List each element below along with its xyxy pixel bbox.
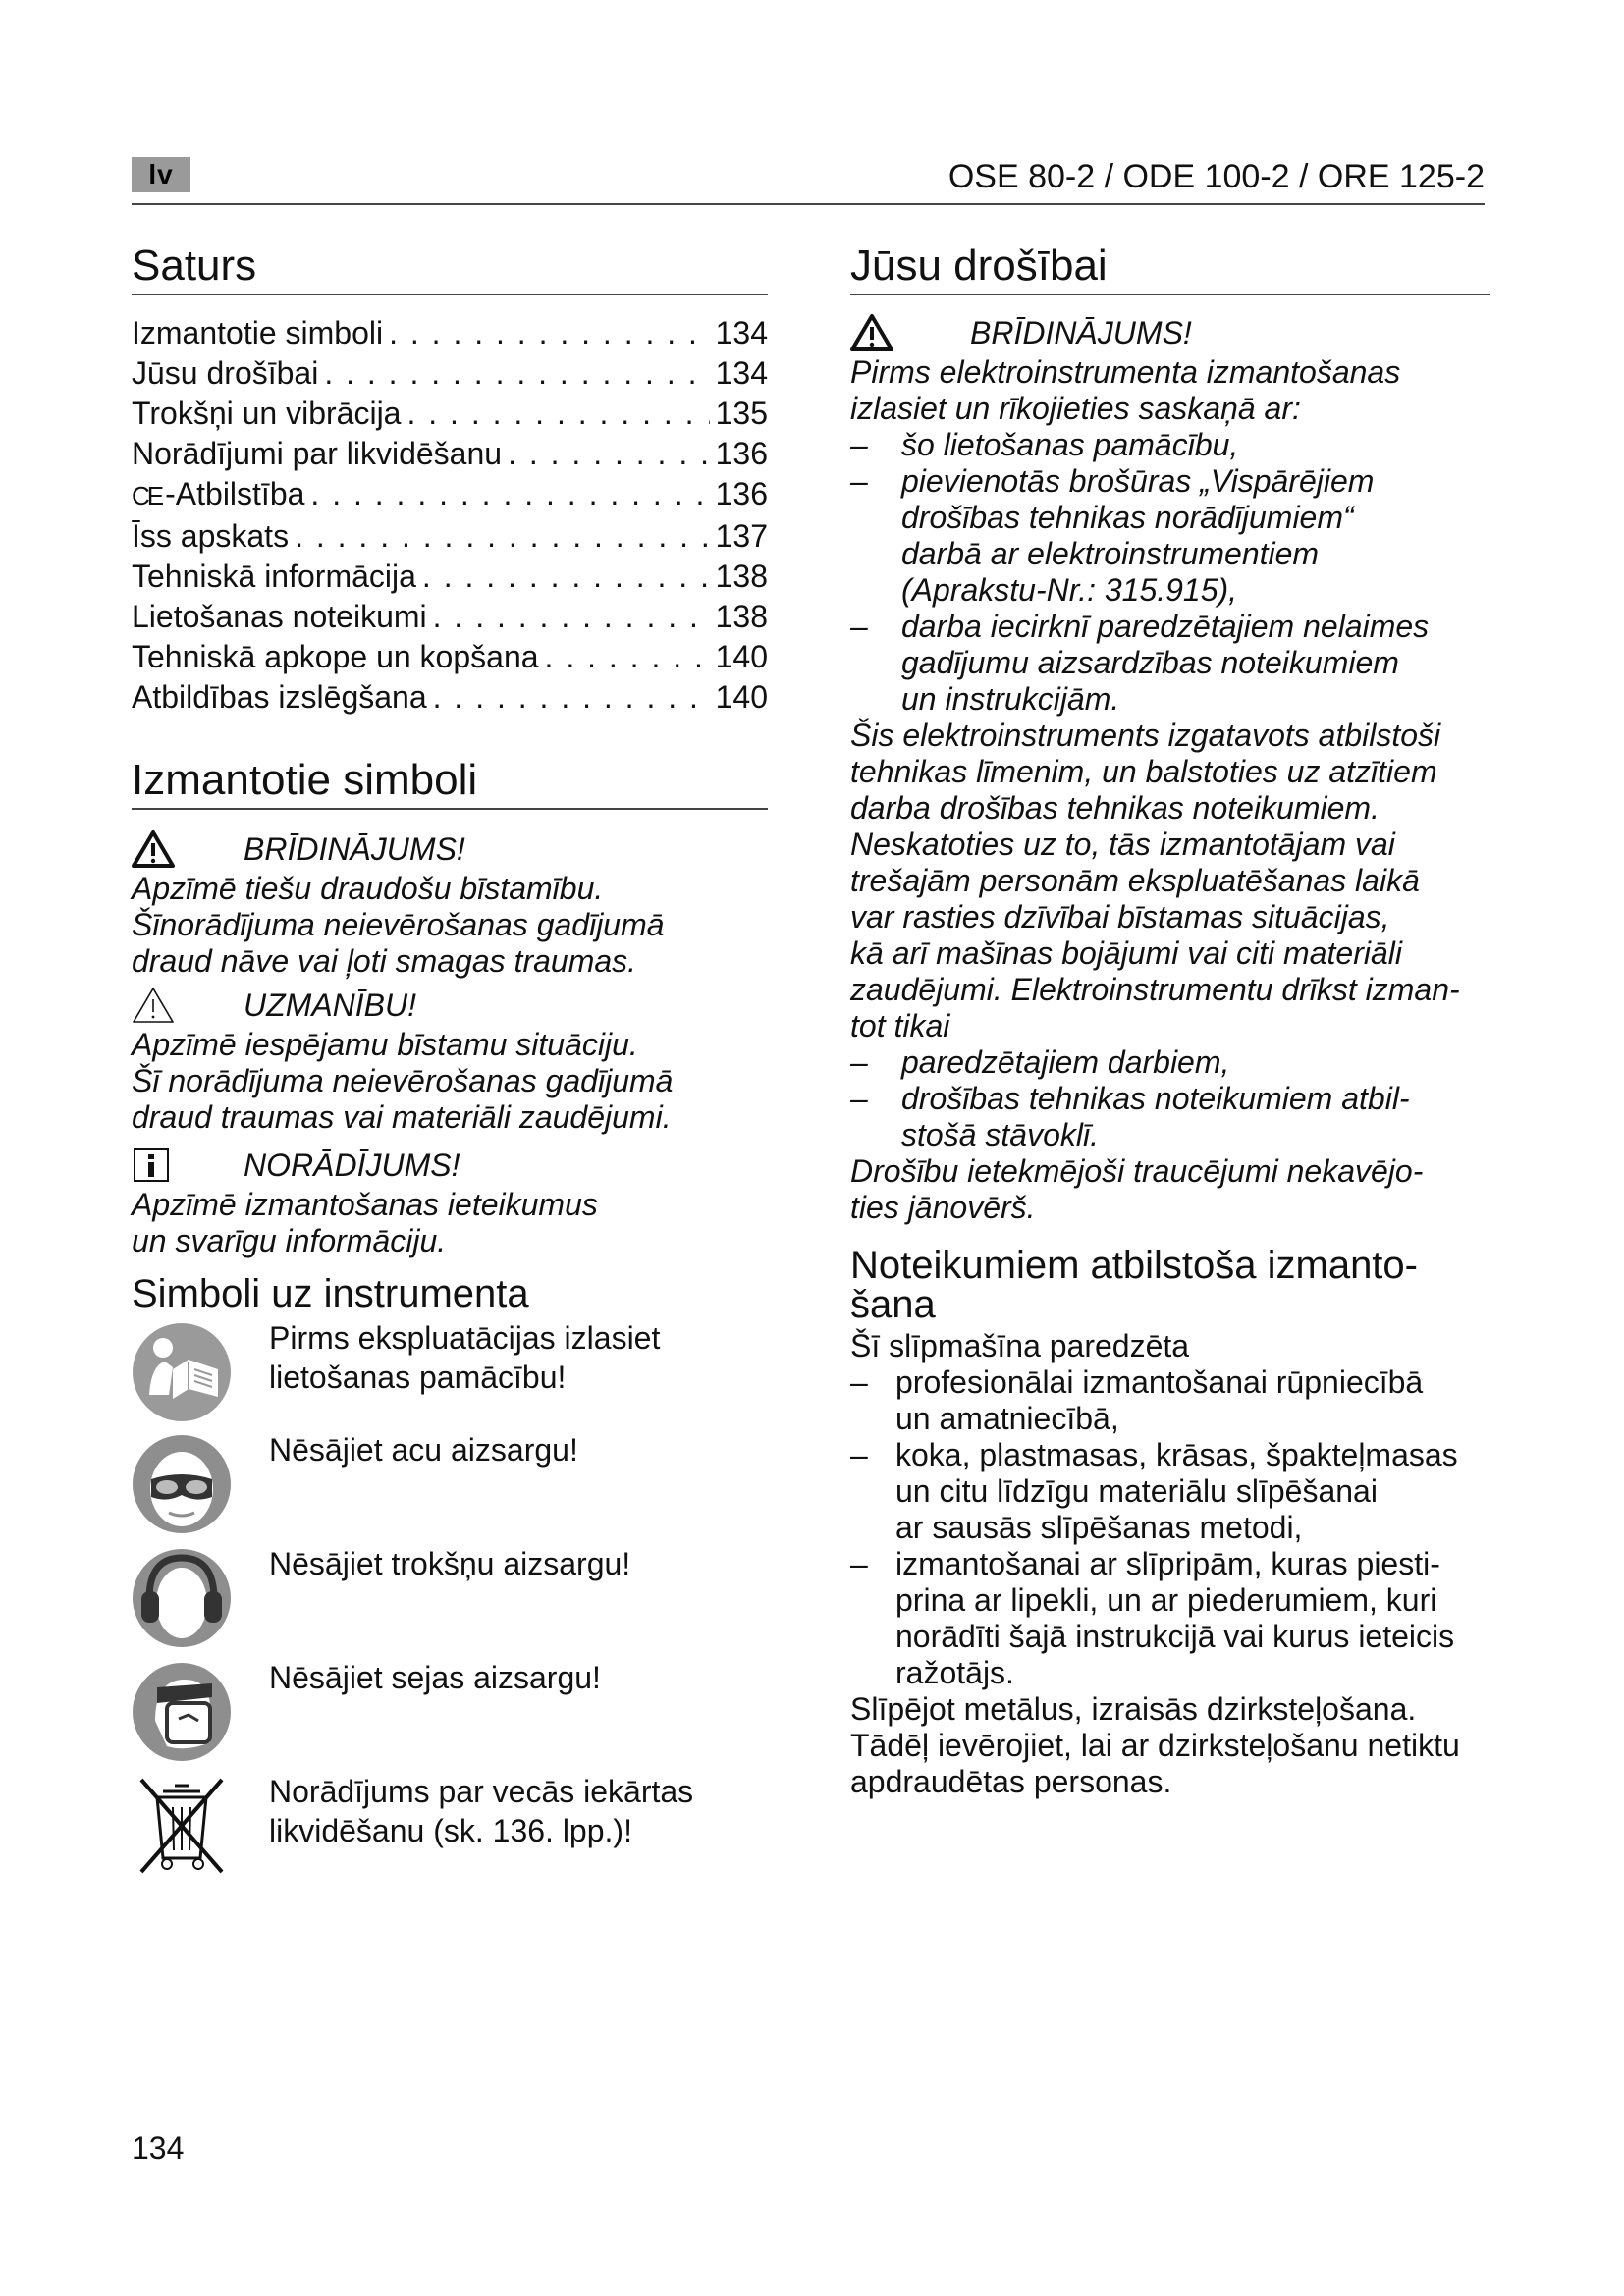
toc-item-page: 138 [715,599,768,634]
toc-leader-dots [433,597,710,637]
notice-title: UZMANĪBU! [244,988,416,1023]
caution-triangle-icon [132,986,190,1025]
list-item [850,1546,1490,1691]
notice-line: draud traumas vai materiāli zaudējumi. [132,1099,672,1135]
instrument-symbol-text [269,1430,578,1538]
list-line: prina ar lipekli, un ar piederumiem, kuri [895,1582,1437,1618]
toc-item-page: 140 [715,639,768,674]
left-column [132,240,768,1880]
notice-line: draud nāve vai ļoti smagas traumas. [132,943,637,979]
intended-use-body [850,1328,1490,1800]
safety-line: Neskatoties uz to, tās izmantotājam vai [850,827,1395,862]
safety-line: var rasties dzīvībai bīstamas situācijas, [850,899,1390,934]
intended-use-line: Šī slīpmašīna paredzēta [850,1328,1190,1363]
intended-use-heading [850,1246,1490,1324]
list-line: – paredzētajiem darbiem, [901,1044,1230,1080]
toc-leader-dots [295,516,710,557]
list-line: norādīti šajā instrukcijā vai kurus ieteicis [895,1619,1455,1654]
warning-triangle-icon [850,313,909,352]
notice-body [132,871,768,980]
toc-item[interactable] [132,474,768,516]
toc-item-page: 135 [715,396,768,431]
list-item [850,1081,1490,1153]
toc-item[interactable] [132,353,768,394]
notice-line: Apzīmē iespējamu bīstamu situāciju. [132,1027,638,1062]
toc-item-label: Jūsu drošībai [132,355,319,391]
intended-use-heading-line: šana [850,1283,936,1326]
notice-warning [132,828,768,980]
instrument-symbol-item [132,1658,768,1766]
toc-item-label-ce [132,474,304,516]
toc-item-page: 140 [715,679,768,715]
notice-line: Šīnorādījuma neievērošanas gadījumā [132,907,665,942]
toc-leader-dots [406,394,709,434]
info-icon [132,1146,190,1185]
toc-item-page: 138 [715,559,768,594]
crossed-bin-icon [128,1772,236,1880]
notice-line: un svarīgu informāciju. [132,1223,447,1258]
read-manual-icon [128,1318,236,1426]
toc-item[interactable] [132,637,768,677]
toc-item-label: Tehniskā informācija [132,559,416,594]
header-divider [132,203,1485,205]
notice-line: Apzīmē tiešu draudošu bīstamību. [132,871,604,906]
safety-line: ties jānovērš. [850,1190,1036,1225]
notice-title: BRĪDINĀJUMS! [970,315,1192,350]
safety-line: zaudējumi. Elektroinstrumentu drīkst izman- [850,972,1460,1007]
ear-protection-icon [128,1544,236,1652]
toc-item-label: Trokšņi un vibrācija [132,396,402,431]
list-line: un amatniecībā, [895,1401,1119,1436]
notice-body [132,1187,768,1259]
instrument-symbol-line: Nēsājiet sejas aizsargu! [269,1660,601,1695]
safety-line: kā arī mašīnas bojājumi vai citi materiāli [850,935,1402,971]
safety-line: Drošību ietekmējoši traucējumi nekavējo- [850,1153,1424,1189]
toc-leader-dots [433,677,710,718]
list-item [850,463,1490,609]
toc-item-label: Lietošanas noteikumi [132,599,427,634]
list-line: – darba iecirknī paredzētajiem nelaimes [901,609,1430,644]
instrument-symbol-line: Norādījums par vecās iekārtas [269,1774,694,1809]
toc-leader-dots [508,434,710,474]
list-line: un citu līdzīgu materiālu slīpēšanai [895,1473,1378,1509]
notice-title: NORĀDĪJUMS! [244,1148,460,1183]
instrument-symbol-item [132,1318,768,1426]
list-item [850,1437,1490,1546]
safety-line: Pirms elektroinstrumenta izmantošanas [850,354,1401,390]
notice-info [132,1144,768,1259]
toc-item-label: Tehniskā apkope un kopšana [132,639,539,674]
instrument-symbol-item [132,1772,768,1880]
notice-line: Šī norādījuma neievērošanas gadījumā [132,1063,674,1098]
toc-item-page: 136 [715,476,768,511]
toc-item[interactable] [132,516,768,557]
intended-use-heading-line: Noteikumiem atbilstoša izmanto- [850,1244,1418,1287]
toc-item[interactable] [132,597,768,637]
notice-line: Apzīmē izmantošanas ieteikumus [132,1187,598,1222]
intended-use-list [850,1364,1490,1691]
safety-line: tot tikai [850,1008,950,1043]
safety-line: izlasiet un rīkojieties saskaņā ar: [850,391,1301,426]
toc-leader-dots [422,557,710,597]
list-line: (Aprakstu-Nr.: 315.915), [901,572,1238,608]
ce-mark-icon: CE [132,481,162,510]
toc-item-label: Norādījumi par likvidēšanu [132,436,503,471]
toc-item[interactable] [132,313,768,353]
list-line: darbā ar elektroinstrumentiem [901,536,1320,571]
toc-item[interactable] [132,677,768,718]
list-line: – pievienotās brošūras „Vispārējiem [901,463,1375,499]
list-line: – izmantošanai ar slīpripām, kuras piesti- [895,1546,1440,1581]
toc-item-page: 137 [715,518,768,554]
symbols-heading: Izmantotie simboli [132,755,768,810]
toc-item-label: -Atbilstība [165,476,305,511]
list-line: – koka, plastmasas, krāsas, špakteļmasas [895,1437,1458,1472]
instrument-symbol-item [132,1544,768,1652]
safety-body [850,354,1490,1226]
list-line: – drošības tehnikas noteikumiem atbil- [901,1081,1410,1116]
model-title: OSE 80-2 / ODE 100-2 / ORE 125-2 [947,158,1485,195]
list-line: stošā stāvoklī. [901,1117,1099,1152]
toc-item-label: Īss apskats [132,518,290,554]
instrument-symbol-line: Nēsājiet acu aizsargu! [269,1432,578,1468]
warning-triangle-icon [132,829,190,869]
safety-line: Šis elektroinstruments izgatavots atbilstoši [850,718,1441,753]
page-number: 134 [132,2130,185,2165]
notice-title: BRĪDINĀJUMS! [244,831,465,867]
instrument-symbol-line: Nēsājiet trokšņu aizsargu! [269,1546,631,1581]
instrument-symbol-text [269,1318,660,1426]
safety-line: trešajām personām ekspluatēšanas laikā [850,863,1420,898]
intended-use-line: Slīpējot metālus, izraisās dzirksteļošana. [850,1691,1417,1727]
safety-heading: Jūsu drošībai [850,240,1490,295]
toc-item-label: Izmantotie simboli [132,315,384,350]
intended-use-line: apdraudētas personas. [850,1764,1172,1799]
language-badge: lv [132,157,190,192]
face-protection-icon [128,1658,236,1766]
list-line: ar sausās slīpēšanas metodi, [895,1510,1303,1545]
toc-heading: Saturs [132,240,768,295]
safety-list [850,427,1490,718]
toc-leader-dots [545,637,710,677]
instrument-symbol-text [269,1658,601,1766]
list-item [850,1044,1490,1081]
list-line: drošības tehnikas norādījumiem“ [901,500,1354,535]
safety-line: tehnikas līmenim, un balstoties uz atzītiem [850,754,1437,789]
list-item [850,427,1490,463]
instrument-symbols-heading: Simboli uz instrumenta [132,1272,529,1315]
toc-leader-dots [324,353,709,394]
toc-leader-dots [310,474,709,514]
list-item [850,609,1490,718]
instrument-symbol-line: likvidēšanu (sk. 136. lpp.)! [269,1813,632,1848]
table-of-contents [132,313,768,718]
toc-item-page: 136 [715,436,768,471]
list-item [850,1364,1490,1437]
toc-leader-dots [389,313,710,353]
list-line: un instrukcijām. [901,681,1120,717]
safety-list-2 [850,1044,1490,1153]
list-line: gadījumu aizsardzības noteikumiem [901,645,1399,680]
intended-use-line: Tādēļ ievērojiet, lai ar dzirksteļošanu netiktu [850,1728,1460,1763]
list-line: – šo lietošanas pamācību, [901,427,1239,462]
toc-item[interactable] [132,394,768,434]
instrument-symbol-text [269,1544,630,1652]
list-line: – profesionālai izmantošanai rūpniecībā [895,1364,1424,1400]
toc-item-label: Atbildības izslēgšana [132,679,427,715]
instrument-symbol-text [269,1772,693,1880]
notice-body [132,1027,768,1136]
instrument-symbol-item [132,1430,768,1538]
toc-item-page: 134 [715,315,768,350]
safety-warning [850,311,1490,354]
notice-caution [132,984,768,1136]
instrument-symbol-line: lietošanas pamācību! [269,1360,567,1395]
toc-item[interactable] [132,434,768,474]
eye-protection-icon [128,1430,236,1538]
toc-item-page: 134 [715,355,768,391]
instrument-symbol-line: Pirms ekspluatācijas izlasiet [269,1320,661,1356]
safety-line: darba drošības tehnikas noteikumiem. [850,790,1380,826]
toc-item[interactable] [132,557,768,597]
right-column [850,240,1490,1800]
list-line: ražotājs. [895,1655,1014,1690]
